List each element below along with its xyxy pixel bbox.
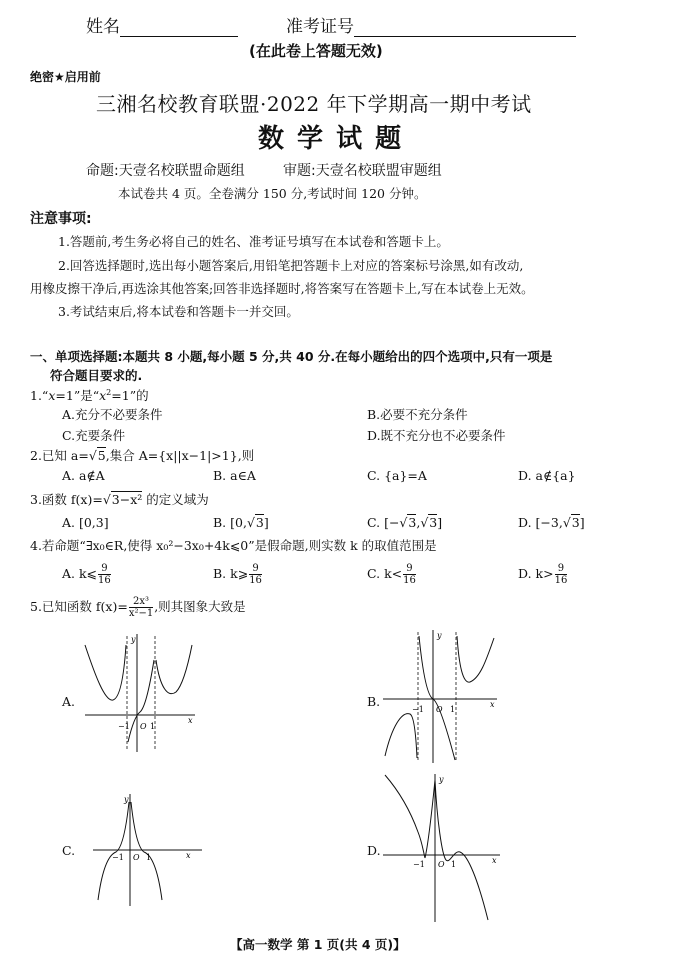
q3-stem-part: 的定义域为 (142, 492, 209, 507)
tick-1: 1 (150, 722, 156, 731)
q3-option-d: D. [−3,√3] (518, 515, 585, 530)
curve-b-mid (419, 636, 455, 760)
q1-option-d: D.既不充分也不必要条件 (367, 428, 506, 443)
section1-heading-2: 符合题目要求的. (50, 368, 143, 383)
q3-stem: 3.函数 f(x)=√3−x² 的定义域为 (30, 492, 209, 507)
reviewer-info: 审题:天壹名校联盟审题组 (283, 163, 442, 179)
origin-label: O (133, 853, 140, 862)
x-label: x (490, 700, 495, 709)
q3-option-a: A. [0,3] (62, 515, 109, 530)
exam-title: 三湘名校教育联盟·2022 年下学期高一期中考试 (96, 92, 532, 116)
x-label: x (186, 851, 191, 860)
q5-graph-d (380, 770, 505, 925)
name-label: 姓名 (86, 17, 120, 37)
name-blank (120, 18, 238, 37)
q5-graph-a (80, 630, 200, 755)
q1-var: x (48, 388, 56, 404)
invalid-note: (在此卷上答题无效) (249, 42, 383, 60)
q2-option-b: B. a∈A (213, 468, 256, 483)
tick-1: 1 (451, 860, 457, 869)
origin-label: O (438, 860, 445, 869)
secret-mark: 绝密★启用前 (30, 70, 101, 84)
exam-info: 本试卷共 4 页。全卷满分 150 分,考试时间 120 分钟。 (118, 186, 427, 201)
q2-radicand: 5 (97, 448, 106, 463)
q1-stem: 1.“x=1”是“$x^2=1$”的 (30, 388, 149, 404)
tick-neg1: −1 (413, 860, 425, 869)
name-field-row (86, 12, 238, 37)
curve-c-left (98, 802, 129, 900)
x-label: x (492, 856, 497, 865)
q4-option-d: D. k> $\frac{9}{16}$ (518, 563, 568, 586)
exam-id-label: 准考证号 (286, 17, 354, 37)
note-3: 3.考试结束后,将本试卷和答题卡一并交回。 (58, 304, 299, 319)
q4-option-b: B. k⩾ $\frac{9}{16}$ (213, 563, 262, 586)
q5-label-d: D. (367, 843, 381, 858)
q1-option-b: B.必要不充分条件 (367, 407, 468, 422)
q3-option-b: B. [0,√3] (213, 515, 269, 530)
y-label: y (131, 635, 136, 644)
curve-d-right (435, 780, 488, 920)
tick-neg1: −1 (112, 853, 124, 862)
note-1: 1.答题前,考生务必将自己的姓名、准考证号填写在本试卷和答题卡上。 (58, 234, 449, 249)
q4-option-a: A. k⩽ $\frac{9}{16}$ (62, 563, 111, 586)
origin-label: O (436, 705, 443, 714)
curve-b-right (457, 636, 494, 682)
y-label: y (437, 631, 442, 640)
tick-1: 1 (450, 705, 456, 714)
note-2b: 用橡皮擦干净后,再选涂其他答案;回答非选择题时,将答案写在答题卡上,写在本试卷上无效。 (30, 281, 534, 296)
q2-stem: 2.已知 a=√5,集合 A={x||x−1|>1},则 (30, 448, 255, 463)
q2-stem-part: ,集合 A={x||x−1|>1},则 (105, 448, 255, 463)
curve-b-left (385, 714, 417, 758)
y-label: y (124, 795, 129, 804)
q4-option-c: C. k< $\frac{9}{16}$ (367, 563, 416, 586)
q2-option-d: D. a∉{a} (518, 468, 576, 483)
curve-c-right (131, 802, 162, 900)
q2-stem-part: 2.已知 a= (30, 448, 89, 463)
q2-option-a: A. a∉A (62, 468, 105, 483)
q3-stem-part: 3.函数 f(x)= (30, 492, 103, 507)
origin-label: O (140, 722, 147, 731)
x-label: x (188, 716, 193, 725)
exam-id-blank (354, 18, 576, 37)
tick-neg1: −1 (412, 705, 424, 714)
q5-label-a: A. (62, 694, 76, 709)
setter-info: 命题:天壹名校联盟命题组 (86, 163, 245, 179)
notes-heading: 注意事项: (30, 211, 92, 227)
q1-stem-part: 1.“ (30, 388, 49, 404)
subject-title: 数 学 试 题 (258, 124, 404, 154)
tick-1: 1 (146, 853, 152, 862)
y-label: y (439, 775, 444, 784)
q1-option-c: C.充要条件 (62, 428, 126, 443)
curve-d-mid-top (425, 780, 435, 858)
q5-graph-b (380, 626, 500, 766)
q1-option-a: A.充分不必要条件 (62, 407, 163, 422)
curve-a-right (156, 645, 192, 694)
exam-id-field-row (286, 12, 576, 37)
tick-neg1: −1 (118, 722, 130, 731)
q5-label-c: C. (62, 843, 76, 858)
q1-stem-part: =1”的 (111, 388, 149, 404)
curve-a-left (85, 645, 126, 700)
q1-stem-part: =1”是“ (55, 388, 100, 404)
q5-graph-c (90, 790, 205, 910)
q5-label-b: B. (367, 694, 381, 709)
q1-var: x (99, 388, 107, 404)
q2-option-c: C. {a}=A (367, 468, 427, 483)
note-2a: 2.回答选择题时,选出每小题答案后,用铅笔把答题卡上对应的答案标号涂黑,如有改动, (58, 258, 524, 273)
q3-radicand: 3−x² (111, 492, 143, 507)
curve-d-left (385, 775, 425, 858)
page-footer: 【高一数学 第 1 页(共 4 页)】 (230, 937, 406, 952)
q3-option-c: C. [−√3,√3] (367, 515, 443, 530)
q5-stem: 5.已知函数 f(x)= $\frac{\text{2x³}}{\text{x²−1}}$ ,则其图象大致是 (30, 596, 246, 619)
section1-heading: 一、单项选择题:本题共 8 小题,每小题 5 分,共 40 分.在每小题给出的四个选项中,只有一项是 (30, 349, 553, 364)
q4-stem: 4.若命题“∃x₀∈R,使得 x₀²−3x₀+4k⩽0”是假命题,则实数 k 的取值范围是 (30, 538, 437, 553)
